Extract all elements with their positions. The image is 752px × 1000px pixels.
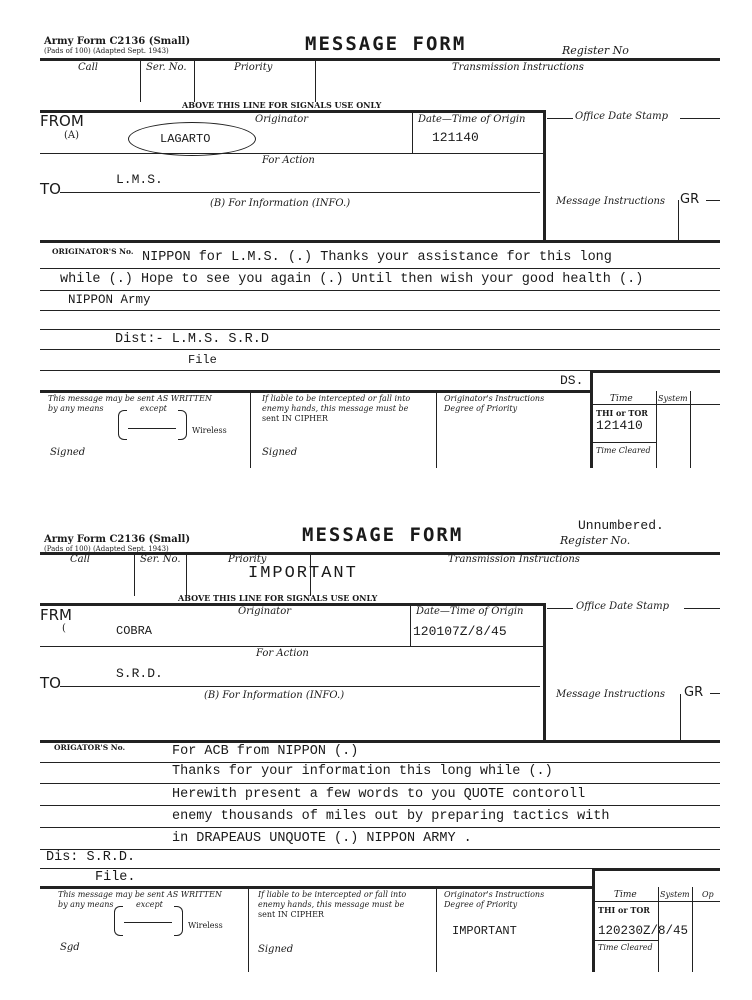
above-line-note: ABOVE THIS LINE FOR SIGNALS USE ONLY	[182, 100, 382, 110]
orig-instr-line-1: Originator's Instructions	[444, 890, 545, 899]
time-cleared-label: Time Cleared	[596, 446, 651, 455]
to-label: TO	[40, 674, 61, 692]
date-time-value: 121140	[432, 130, 479, 145]
to-label: TO	[40, 180, 61, 198]
originator-value: LAGARTO	[160, 132, 211, 146]
op-label: Op	[702, 890, 714, 899]
thi-tor-label: THI or TOR	[598, 905, 650, 915]
cipher-line-3: sent IN CIPHER	[262, 414, 328, 423]
except-label: except	[136, 900, 163, 909]
ser-no-label: Ser. No.	[146, 62, 187, 73]
signed-mid: Signed	[258, 944, 294, 955]
originator-value: COBRA	[116, 624, 153, 638]
message-line-2: Thanks for your information this long while (.)	[172, 764, 553, 779]
system-label: System	[658, 394, 688, 403]
wireless-label: Wireless	[188, 921, 223, 930]
orig-instr-line-2: Degree of Priority	[444, 404, 518, 413]
cipher-line-1: If liable to be intercepted or fall into	[258, 890, 407, 899]
cipher-line-1: If liable to be intercepted or fall into	[262, 394, 411, 403]
date-time-label: Date—Time of Origin	[416, 606, 524, 617]
message-line-4: Dist:- L.M.S. S.R.D	[115, 332, 269, 347]
thi-tor-label: THI or TOR	[596, 408, 648, 418]
except-label: except	[140, 404, 167, 413]
message-form-2	[0, 500, 752, 1000]
for-info-label: (B) For Information (INFO.)	[210, 198, 351, 209]
priority-value: IMPORTANT	[248, 564, 358, 583]
call-label: Call	[70, 554, 91, 565]
message-line-5: File	[188, 353, 217, 367]
office-stamp-label: Office Date Stamp	[576, 601, 669, 612]
unnumbered-note: Unnumbered.	[578, 518, 664, 533]
priority-label: Priority	[228, 554, 267, 565]
from-sub: (	[62, 623, 66, 634]
message-line-4: enemy thousands of miles out by preparing tactics with	[172, 809, 610, 824]
originators-no-label: ORIGATOR'S No.	[54, 743, 126, 752]
priority-label: Priority	[234, 62, 273, 73]
orig-instr-line-1: Originator's Instructions	[444, 394, 545, 403]
message-line-6: Dis: S.R.D.	[46, 850, 136, 865]
ser-no-label: Ser. No.	[140, 554, 181, 565]
message-line-5: in DRAPEAUS UNQUOTE (.) NIPPON ARMY .	[172, 831, 472, 846]
message-line-3: NIPPON Army	[68, 293, 151, 307]
as-written-line-2: by any means	[48, 404, 104, 413]
as-written-line-2: by any means	[58, 900, 114, 909]
message-line-3: Herewith present a few words to you QUOTE contoroll	[172, 787, 586, 802]
above-line-note: ABOVE THIS LINE FOR SIGNALS USE ONLY	[178, 593, 378, 603]
date-time-label: Date—Time of Origin	[418, 114, 526, 125]
to-value: S.R.D.	[116, 666, 163, 681]
orig-instr-line-2: Degree of Priority	[444, 900, 518, 909]
gr-label: GR	[684, 685, 704, 700]
form-title: MESSAGE FORM	[302, 524, 464, 546]
time-label: Time	[610, 394, 633, 404]
signed-left: Signed	[50, 447, 86, 458]
time-label: Time	[614, 890, 637, 900]
msg-instr-label: Message Instructions	[556, 689, 666, 700]
originator-label: Originator	[255, 114, 308, 125]
time-cleared-label: Time Cleared	[598, 943, 653, 952]
orig-instr-value: IMPORTANT	[452, 924, 517, 938]
gr-label: GR	[680, 192, 700, 207]
for-action-label: For Action	[256, 648, 309, 659]
as-written-line-1: This message may be sent AS WRITTEN	[58, 890, 222, 899]
cipher-line-2: enemy hands, this message must be	[262, 404, 409, 413]
register-label: Register No	[562, 44, 629, 57]
signed-mid: Signed	[262, 447, 298, 458]
date-time-value: 120107Z/8/45	[413, 624, 507, 639]
office-stamp-label: Office Date Stamp	[575, 111, 668, 122]
msg-instr-label: Message Instructions	[556, 196, 666, 207]
ds-label: DS.	[560, 373, 584, 388]
from-label: FRM	[40, 606, 72, 624]
as-written-line-1: This message may be sent AS WRITTEN	[48, 394, 212, 403]
pads-line: (Pads of 100) (Adapted Sept. 1943)	[44, 47, 169, 55]
message-line-1: NIPPON for L.M.S. (.) Thanks your assistance for this long	[142, 250, 612, 265]
for-info-label: (B) For Information (INFO.)	[204, 690, 345, 701]
call-label: Call	[78, 62, 99, 73]
signed-left: Sgd	[60, 942, 80, 953]
for-action-label: For Action	[262, 155, 315, 166]
form-title: MESSAGE FORM	[305, 33, 467, 55]
message-line-2: while (.) Hope to see you again (.) Until then wish your good health (.)	[60, 272, 644, 287]
message-form-1	[0, 0, 752, 480]
pads-line: (Pads of 100) (Adapted Sept. 1943)	[44, 545, 169, 553]
wireless-label: Wireless	[192, 426, 227, 435]
message-line-7: File.	[95, 870, 136, 885]
from-label: FROM	[40, 112, 84, 130]
cipher-line-2: enemy hands, this message must be	[258, 900, 405, 909]
originator-label: Originator	[238, 606, 291, 617]
cipher-line-3: sent IN CIPHER	[258, 910, 324, 919]
originators-no-label: ORIGINATOR'S No.	[52, 247, 134, 256]
from-sub: (A)	[64, 130, 80, 141]
register-label: Register No.	[560, 534, 631, 547]
form-name: Army Form C2136 (Small)	[44, 534, 191, 545]
transmission-label: Transmission Instructions	[452, 62, 584, 73]
message-line-1: For ACB from NIPPON (.)	[172, 744, 359, 759]
transmission-label: Transmission Instructions	[448, 554, 580, 565]
thi-value: 120230Z/8/45	[598, 924, 689, 938]
system-label: System	[660, 890, 690, 899]
to-value: L.M.S.	[116, 172, 163, 187]
thi-value: 121410	[596, 418, 643, 433]
form-name: Army Form C2136 (Small)	[44, 36, 191, 47]
